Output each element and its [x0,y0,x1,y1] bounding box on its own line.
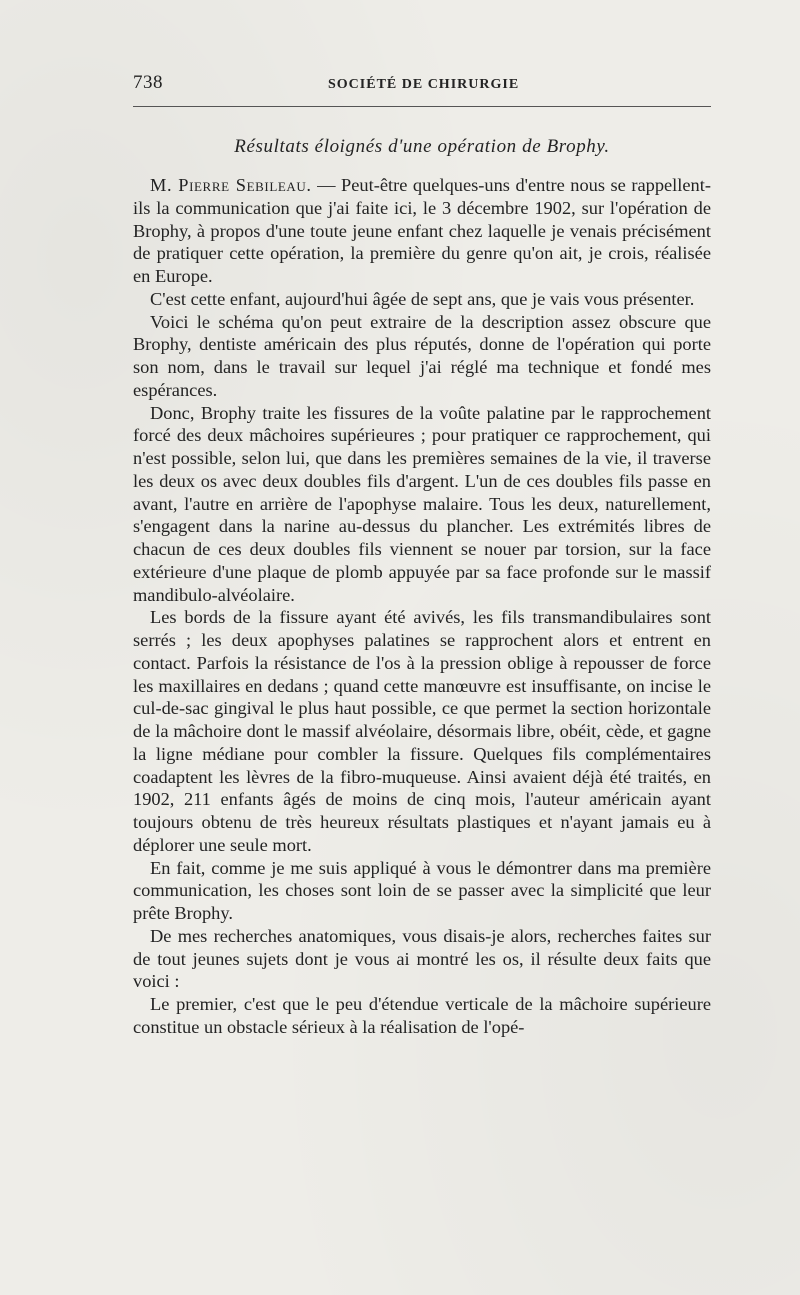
paragraph: En fait, comme je me suis appliqué à vous le démontrer dans ma première communication, les choses sont loin de se passer avec la simplicité que leur prête Brophy. [133,857,711,923]
paragraph-text: — Peut-être quelques-uns d'entre nous se rappellent-ils la communication que j'ai faite ici, le 3 décembre 1902, sur l'opération de Brophy, à propos d'une toute jeune enfant chez laquelle je venais précisément de pratiquer cette opération, la première du genre qu'on ait, je crois, réalisée en Europe. [133,175,711,286]
body-text [133,174,711,1039]
running-title: SOCIÉTÉ DE CHIRURGIE [328,77,520,92]
paragraph [133,174,711,288]
paragraph: De mes recherches anatomiques, vous disais-je alors, recherches faites sur de tout jeunes sujets dont je vous ai montré les os, il résulte deux faits que voici : [133,925,711,992]
page-header [133,72,713,98]
page-number: 738 [133,72,163,93]
header-rule [133,106,711,107]
paragraph: Donc, Brophy traite les fissures de la voûte palatine par le rapprochement forcé des deux mâchoires supérieures ; pour pratiquer ce rapprochement, qui n'est possible, selon lui, que dans les premières semaines de la vie, il traverse les deux os avec deux doubles fils d'argent. L'un de ces doubles fils passe en avant, l'autre en arrière de l'apophyse malaire. Tous les deux, naturellement, s'engagent dans la narine au-dessus du plancher. Les extrémités libres de chacun de ces deux doubles fils viennent se nouer par torsion, sur la face extérieure d'une plaque de plomb appuyée par sa face profonde sur le massif mandibulo-alvéolaire. [133,402,711,605]
section-title: Résultats éloignés d'une opération de Brophy. [234,136,610,157]
speaker-name: M. Pierre Sebileau. [150,175,312,195]
paragraph: Les bords de la fissure ayant été avivés, les fils transmandibulaires sont serrés ; les deux apophyses palatines se rapprochent alors et entrent en contact. Parfois la résistance de l'os à la pression oblige à repousser de force les maxillaires en dedans ; quand cette manœuvre est insuffisante, on incise le cul-de-sac gingival le plus haut possible, ce que permet la section horizontale de la mâchoire dont le massif alvéolaire, désormais libre, obéit, cède, et gagne la ligne médiane pour combler la fissure. Quelques fils complémentaires coadaptent les lèvres de la fibro-muqueuse. Ainsi avaient déjà été traités, en 1902, 211 enfants âgés de moins de cinq mois, l'auteur américain ayant toujours obtenu de très heureux résultats plastiques et n'ayant jamais eu à déplorer une seule mort. [133,607,711,855]
paragraph: C'est cette enfant, aujourd'hui âgée de sept ans, que je vais vous présenter. [150,288,695,309]
paragraph: Le premier, c'est que le peu d'étendue verticale de la mâchoire supérieure constitue un obstacle sérieux à la réalisation de l'opé- [133,994,711,1037]
paragraph: Voici le schéma qu'on peut extraire de la description assez obscure que Brophy, dentiste américain des plus réputés, donne de l'opération qui porte son nom, dans le travail sur lequel j'ai réglé ma technique et fondé mes espérances. [133,311,711,400]
